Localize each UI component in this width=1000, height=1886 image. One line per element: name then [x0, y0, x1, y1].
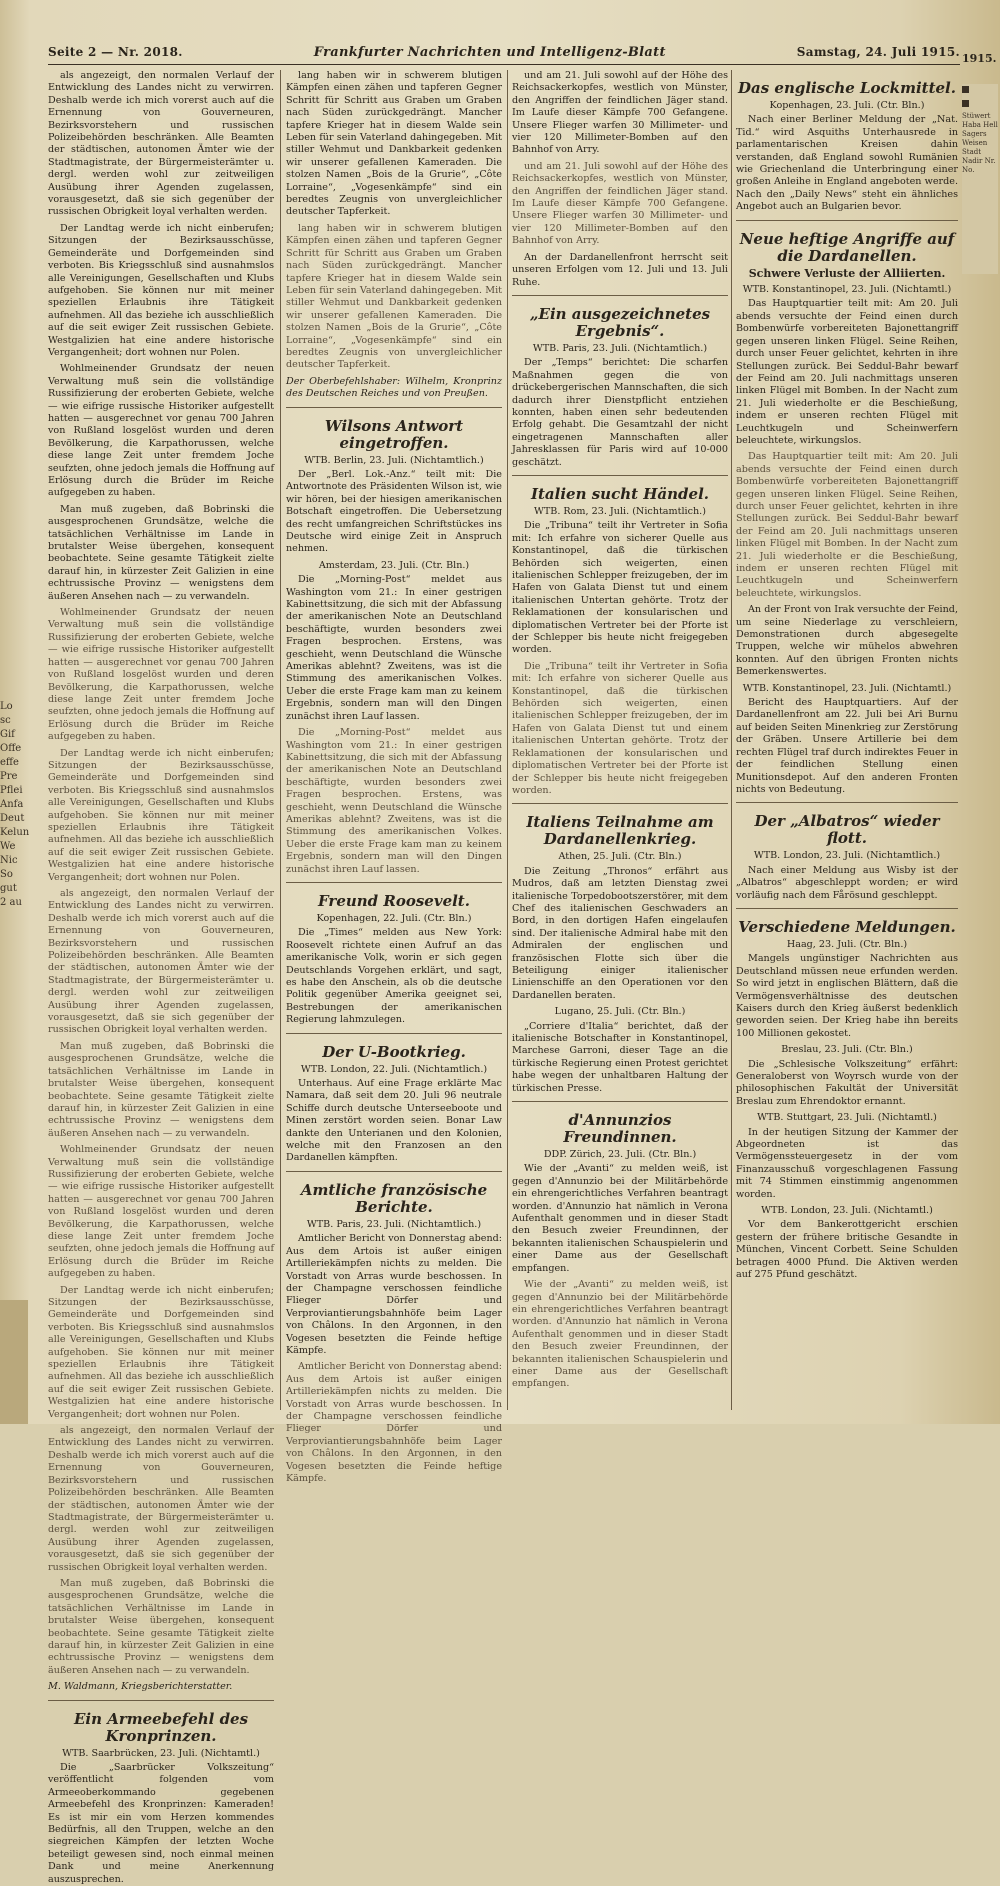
article-paragraph: Die „Morning-Post“ meldet aus Washington vom 21.: In einer gestrigen Kabinettsitzung, die sich mit der Abfassung der amerikanischen Note an Deutschland beschäftigte, wurden besonders zwei Fragen besprochen. Erstens, was geschieht, wenn Deutschland die Wünsche Amerikas ablehnt? Zweitens, was ist die Stimmung des amerikanischen Volkes. Ueber die erste Frage kam man zu keinem Ergebnis, sondern man will den Dingen zunächst ihren Lauf lassen. [286, 574, 502, 722]
article-paragraph: Der Landtag werde ich nicht einberufen; Sitzungen der Bezirksausschüsse, Gemeinderäte und Dorfgemeinden sind verboten. Bis Kriegsschluß sind ausnahmslos alle Vereinigungen, Gesellschaften und Klubs aufgehoben. Sie können nur mit meiner speziellen Erlaubnis ihre Tätigkeit aufnehmen. All das beziehe ich ausschließlich auf die seit ewiger Zeit russischen Gebiete. Westgalizien hat eine andere historische Vergangenheit; dort wohnen nur Polen. [48, 747, 274, 883]
article-paragraph: Die „Tribuna“ teilt ihr Vertreter in Sofia mit: Ich erfahre von sicherer Quelle aus Konstantinopel, daß die türkischen Behörden sich weigerten, einen italienischen Schlepper freizugeben, der im Hafen von Galata Dienst tut und einem italienischen Untertan gehörte. Trotz der Reklamationen der konsularischen und diplomatischen Vertreter bei der Pforte ist der Schlepper bis heute nicht freigegeben worden. [512, 660, 728, 796]
dateline: WTB. Paris, 23. Juli. (Nichtamtlich.) [306, 1218, 482, 1230]
headline-franzoesische-berichte: Amtliche französische Berichte. [300, 1180, 488, 1216]
article-paragraph: „Corriere d'Italia“ berichtet, daß der italienische Botschafter in Konstantinopel, Marchese Garroni, dieser Tage an die türkische Regierung einen Protest gerichtet habe wegen der unhaltbaren Haltung der türkischen Presse. [512, 1020, 728, 1094]
page-edge-shadow [0, 1300, 28, 1424]
article-paragraph: An der Dardanellenfront herrscht seit unseren Erfolgen vom 12. Juli und 13. Juli Ruhe. [512, 251, 728, 288]
article-separator [286, 1171, 502, 1172]
column-2 [286, 70, 502, 1484]
article-paragraph: lang haben wir in schwerem blutigen Kämpfen einen zähen und tapferen Gegner Schritt für Schritt aus Graben um Graben nach Süden zurückgedrängt. Mancher tapfere Krieger hat in diesem Walde sein Leben für sein Vaterland dahingegeben. Mit stiller Wehmut und Dankbarkeit gedenken wir unserer gefallenen Kameraden. Die stolzen Namen „Bois de la Grurie“, „Côte Lorraine“, „Vogesenkämpfe“ sind ein beredtes Zeugnis von unvergleichlicher deutscher Tapferkeit. [286, 222, 502, 371]
article-paragraph: Vor dem Bankerottgericht erschien gestern der frühere britische Gesandte in München, Vincent Corbett. Seine Schulden betragen 4000 Pfund. Die Aktiven werden auf 275 Pfund geschätzt. [736, 1219, 958, 1281]
article-separator [512, 803, 728, 804]
article-paragraph: und am 21. Juli sowohl auf der Höhe des Reichsackerkopfes, westlich von Münster, den Angriffen der feindlichen Jäger stand. Im Laufe dieser Kämpfe 700 Gefangene. Unsere Flieger warfen 30 Millimeter- und vier 120 Millimeter-Bomben auf den Bahnhof von Arry. [512, 70, 728, 156]
article-paragraph: Die „Morning-Post“ meldet aus Washington vom 21.: In einer gestrigen Kabinettsitzung, die sich mit der Abfassung der amerikanischen Note an Deutschland beschäftigte, wurden besonders zwei Fragen besprochen. Erstens, was geschieht, wenn Deutschland die Wünsche Amerikas ablehnt? Zweitens, was ist die Stimmung des amerikanischen Volkes. Ueber die erste Frage kam man zu keinem Ergebnis, sondern man will den Dingen zunächst ihren Lauf lassen. [286, 727, 502, 875]
article-paragraph: Wohlmeinender Grundsatz der neuen Verwaltung muß sein die vollständige Russifizierung der eroberten Gebiete, welche — wie eifrige russische Historiker aufgestellt hatten — ausgerechnet vor genau 700 Jahren von Rußland losgelöst wurden und deren Bevölkerung, die Karpathorussen, welche diese lange Zeit unter fremdem Joche seufzten, ohne jedoch jemals die Hoffnung auf Erlösung durch die Brüder im Reiche aufgegeben zu haben. [48, 1144, 274, 1280]
column-rule [280, 70, 281, 1410]
article-paragraph: Unterhaus. Auf eine Frage erklärte Mac Namara, daß seit dem 20. Juli 96 neutrale Schiffe durch deutsche Unterseeboote und Minen zerstört worden seien. Bonar Law dankte den Unterianen und den Kolonien, welche mit den Franzosen an den Dardanellen kämpften. [286, 1078, 502, 1164]
article-signature: M. Waldmann, Kriegsberichterstatter. [48, 1681, 233, 1693]
headline-armeebefehl: Ein Armeebefehl des Kronprinzen. [73, 1709, 249, 1745]
article-paragraph: Amtlicher Bericht von Donnerstag abend: Aus dem Artois ist außer einigen Artilleriekämpfen nichts zu melden. Die Vorstadt von Arras wurde beschossen. In der Champagne verschossen feindliche Flieger Dörfer und Verproviantierungsbahnhöfe beim Lager von Châlons. In den Argonnen, in den Vogesen besetzten die Feinde heftige Kämpfe. [286, 1233, 502, 1356]
dateline: WTB. London, 23. Juli. (Nichtamtl.) [761, 1205, 933, 1217]
article-signature: Der Oberbefehlshaber: Wilhelm, Kronprinz des Deutschen Reiches und von Preußen. [286, 375, 502, 400]
article-paragraph: Man muß zugeben, daß Bobrinski die ausgesprochenen Grundsätze, welche die tatsächlichen Verhältnisse im Lande in brutalster Weise übergehen, konsequent beobachtete. Seine gesamte Tätigkeit zielte darauf hin, in kürzester Zeit Galizien in eine echtrussische Provinz — wenigstens dem äußeren Ansehen nach — zu verwandeln. [48, 1577, 274, 1676]
clipping-mark-icon [962, 86, 969, 93]
headline-roosevelt: Freund Roosevelt. [318, 891, 470, 910]
headline-albatros: Der „Albatros“ wieder flott. [754, 812, 940, 848]
article-separator [48, 1700, 274, 1701]
article-paragraph: und am 21. Juli sowohl auf der Höhe des Reichsackerkopfes, westlich von Münster, den Angriffen der feindlichen Jäger stand. Im Laufe dieser Kämpfe 700 Gefangene. Unsere Flieger warfen 30 Millimeter- und vier 120 Millimeter-Bomben auf den Bahnhof von Arry. [512, 160, 728, 247]
article-separator [286, 1033, 502, 1034]
dateline: WTB. Konstantinopel, 23. Juli. (Nichtamtl.) [742, 682, 952, 694]
headline-lockmittel: Das englische Lockmittel. [738, 79, 956, 97]
clipping-text: Stüwert Haba Hell Sagers Weisen Stadt Nadir Nr. No. [962, 112, 998, 174]
article-paragraph: Das Hauptquartier teilt mit: Am 20. Juli abends versuchte der Feind einen durch Bombenwürfe vorbereiteten Bajonettangriff gegen unseren linken Flügel. Seine Reihen, durch unser Feuer gelichtet, kehrten in ihre Stellungen zurück. Bei Seddul-Bahr bewarf der Feind am 20. Juli nachmittags unseren linken Flügel mit Bomben. In der Nacht zum 21. Juli wiederholte er die Beschießung, indem er unseren rechten Flügel mit Leuchtkugeln und Scheinwerfern beleuchtete, wirkungslos. [736, 451, 958, 599]
column-rule [731, 70, 732, 1410]
page-header [48, 40, 960, 65]
headline-uboot: Der U-Bootkrieg. [322, 1042, 466, 1061]
header-page-number: Seite 2 — Nr. 2018. [48, 45, 183, 59]
dateline: WTB. London, 23. Juli. (Nichtamtlich.) [753, 850, 941, 862]
article-separator [512, 295, 728, 296]
column-4 [736, 70, 958, 1410]
article-paragraph: Amtlicher Bericht von Donnerstag abend: Aus dem Artois ist außer einigen Artilleriekämpfen nichts zu melden. Die Vorstadt von Arras wurde beschossen. In der Champagne verschossen feindliche Flieger Dörfer und Verproviantierungsbahnhöfe beim Lager von Châlons. In den Argonnen, in den Vogesen besetzten die Feinde heftige Kämpfe. [286, 1361, 502, 1484]
article-paragraph: Die „Tribuna“ teilt ihr Vertreter in Sofia mit: Ich erfahre von sicherer Quelle aus Konstantinopel, daß die türkischen Behörden sich weigerten, einen italienischen Schlepper freizugeben, der im Hafen von Galata Dienst tut und einem italienischen Untertan gehörte. Trotz der Reklamationen der konsularischen und diplomatischen Vertreter bei der Pforte ist der Schlepper bis heute nicht freigegeben worden. [512, 520, 728, 656]
dateline: WTB. London, 22. Juli. (Nichtamtlich.) [300, 1063, 488, 1075]
article-separator [286, 407, 502, 408]
article-paragraph: als angezeigt, den normalen Verlauf der Entwicklung des Landes nicht zu verwirren. Deshalb werde ich mich vorerst auch auf die Ernennung von Gouverneuren, Bezirksvorstehern und russischen Polizeibehörden beschränken. Alle Beamten der städtischen, autonomen Ämter wie der Stadtmagistrate, der Bürgermeisterämter u. dergl. werden wohl zur zeitweiligen Ausübung ihrer Agenden zugelassen, vorausgesetzt, daß sie sich gegenüber der russischen Obrigkeit loyal verhalten werden. [48, 1425, 274, 1573]
article-paragraph: Der „Berl. Lok.-Anz.“ teilt mit: Die Antwortnote des Präsidenten Wilson ist, wie wir hören, bei der hiesigen amerikanischen Botschaft eingetroffen. Die Uebersetzung des recht umfangreichen Schriftstückes ins Deutsche wird einige Zeit in Anspruch nehmen. [286, 468, 502, 555]
dateline: WTB. Paris, 23. Juli. (Nichtamtlich.) [532, 342, 708, 354]
dateline: WTB. Stuttgart, 23. Juli. (Nichtamtl.) [757, 1112, 937, 1124]
adjacent-page-strip: Lo sc Gif Offe effe Pre Pflei Anfa Deut Kelun We Nic So gut 2 au [0, 701, 30, 908]
article-paragraph: Der „Temps“ berichtet: Die scharfen Maßnahmen gegen die von drückebergerischen Mannschaften, die sich dadurch ihrer Dienstpflicht entziehen konnten, haben einen sehr bedeutenden Erfolg gehabt. Die Gesamtzahl der nicht eingetragenen Mannschaften aller Jahresklassen für Paris wird auf 10-000 geschätzt. [512, 357, 728, 468]
article-paragraph: Man muß zugeben, daß Bobrinski die ausgesprochenen Grundsätze, welche die tatsächlichen Verhältnisse im Lande in brutalster Weise übergehen, konsequent beobachtete. Seine gesamte Tätigkeit zielte darauf hin, in kürzester Zeit Galizien in eine echtrussische Provinz — wenigstens dem äußeren Ansehen nach — zu verwandeln. [48, 1040, 274, 1139]
dateline: WTB. Konstantinopel, 23. Juli. (Nichtamtl.) [742, 284, 952, 296]
headline-wilson: Wilsons Antwort eingetroffen. [324, 416, 464, 452]
article-paragraph: Bericht des Hauptquartiers. Auf der Dardanellenfront am 22. Juli bei Ari Burnu auf beiden Seiten Minenkrieg zur Zerstörung der Gräben. Unsere Artillerie bei dem rechten Flügel traf durch indirektes Feuer in der feindlichen Stellung einen Munitionsdepot. Auf den anderen Fronten nichts von Bedeutung. [736, 697, 958, 795]
article-separator [736, 908, 958, 909]
subheadline-verluste: Schwere Verluste der Alliierten. [748, 266, 946, 280]
article-paragraph: Der Landtag werde ich nicht einberufen; Sitzungen der Bezirksausschüsse, Gemeinderäte und Dorfgemeinden sind verboten. Bis Kriegsschluß sind ausnahmslos alle Vereinigungen, Gesellschaften und Klubs aufgehoben. Sie können nur mit meiner speziellen Erlaubnis ihre Tätigkeit aufnehmen. All das beziehe ich ausschließlich auf die seit ewiger Zeit russischen Gebiete. Westgalizien hat eine andere historische Vergangenheit; dort wohnen nur Polen. [48, 222, 274, 358]
pasted-clipping [962, 84, 998, 274]
headline-italien-haendel: Italien sucht Händel. [530, 484, 710, 503]
article-paragraph: Die „Saarbrücker Volkszeitung“ veröffentlicht folgenden vom Armeeoberkommando gegebenen Armeebefehl des Kronprinzen: Kameraden! Es ist mir ein vom Herzen kommendes Bedürfnis, all den Truppen, welche an den siegreichen Kämpfen der letzten Woche beteiligt gewesen sind, noch einmal meinen Dank und meine Anerkennung auszusprechen. [48, 1762, 274, 1885]
headline-ergebnis: „Ein ausgezeichnetes Ergebnis“. [529, 304, 711, 340]
article-paragraph: als angezeigt, den normalen Verlauf der Entwicklung des Landes nicht zu verwirren. Deshalb werde ich mich vorerst auch auf die Ernennung von Gouverneuren, Bezirksvorstehern und russischen Polizeibehörden beschränken. Alle Beamten der städtischen, autonomen Ämter wie der Stadtmagistrate, der Bürgermeisterämter u. dergl. werden wohl zur zeitweiligen Ausübung ihrer Agenden zugelassen, vorausgesetzt, daß sie sich gegenüber der russischen Obrigkeit loyal verhalten werden. [48, 888, 274, 1036]
article-paragraph: Die „Times“ melden aus New York: Roosevelt richtete einen Aufruf an das amerikanische Volk, worin er sich gegen Deutschlands Vorgehen erklärt, und sagt, es habe den Anschein, als ob die deutsche Politik gegenüber Amerika geeignet sei, Bestrebungen der amerikanischen Regierung lahmzulegen. [286, 927, 502, 1026]
article-paragraph: Mangels ungünstiger Nachrichten aus Deutschland müssen neue erfunden werden. So wird jetzt in englischen Blättern, daß die Vermögensverhältnisse des deutschen Kaisers durch den Krieg äußerst bedenklich geworden seien. Der Krieg habe ihn bereits 100 Millionen gekostet. [736, 953, 958, 1039]
article-paragraph: Nach einer Berliner Meldung der „Nat. Tid.“ wird Asquiths Unterhausrede in parlamentarischen Kreisen dahin verstanden, daß England sowohl Rumänien wie Griechenland die Unterbringung einer großen Anleihe in England angeboten werde. Nach den „Daily News“ steht ein ähnliches Angebot auch an Bulgarien bevor. [736, 114, 958, 213]
headline-italien-teilnahme: Italiens Teilnahme am Dardanellenkrieg. [526, 813, 714, 849]
corner-year-mark: 1915. [962, 52, 997, 65]
article-paragraph: Nach einer Meldung aus Wisby ist der „Albatros“ abgeschleppt worden; er wird vorläufig nach dem Fårösund geschleppt. [736, 864, 958, 901]
headline-dardanellen-angriffe: Neue heftige Angriffe auf die Dardanellen. [739, 229, 955, 265]
dateline: Athen, 25. Juli. (Ctr. Bln.) [558, 851, 682, 863]
dateline: Kopenhagen, 22. Juli. (Ctr. Bln.) [316, 912, 472, 924]
article-paragraph: Die Zeitung „Thronos“ erfährt aus Mudros, daß am letzten Dienstag zwei italienische Torpedobootszerstörer, mit dem Chef des italienischen Geschwaders an Bord, in den dortigen Hafen eingelaufen sind. Der italienische Admiral habe mit den Admiralen der englischen und französischen Flotte sich über die Beteiligung einiger italienischer Linienschiffe an den Operationen vor den Dardanellen beraten. [512, 865, 728, 1001]
article-paragraph: lang haben wir in schwerem blutigen Kämpfen einen zähen und tapferen Gegner Schritt für Schritt aus Graben um Graben nach Süden zurückgedrängt. Mancher tapfere Krieger hat in diesem Walde sein Leben für sein Vaterland dahingegeben. Mit stiller Wehmut und Dankbarkeit gedenken wir unserer gefallenen Kameraden. Die stolzen Namen „Bois de la Grurie“, „Côte Lorraine“, „Vogesenkämpfe“ sind ein beredtes Zeugnis von unvergleichlicher deutscher Tapferkeit. [286, 70, 502, 218]
column-3 [512, 70, 728, 1410]
article-paragraph: Wie der „Avanti“ zu melden weiß, ist gegen d'Annunzio bei der Militärbehörde ein ehrengerichtliches Verfahren beantragt worden. d'Annunzio hat nämlich in Verona Aufenthalt genommen und in dieser Stadt den Besuch zweier Freundinnen, der bekannten italienischen Schauspielerin und einer Dame aus der Gesellschaft empfangen. [512, 1163, 728, 1274]
dateline: Kopenhagen, 23. Juli. (Ctr. Bln.) [769, 100, 925, 111]
article-paragraph: Das Hauptquartier teilt mit: Am 20. Juli abends versuchte der Feind einen durch Bombenwürfe vorbereiteten Bajonettangriff gegen unseren linken Flügel. Seine Reihen, durch unser Feuer gelichtet, kehrten in ihre Stellungen zurück. Bei Seddul-Bahr bewarf der Feind am 20. Juli nachmittags unseren linken Flügel mit Bomben. In der Nacht zum 21. Juli wiederholte er die Beschießung, indem er unseren rechten Flügel mit Leuchtkugeln und Scheinwerfern beleuchtete, wirkungslos. [736, 298, 958, 446]
headline-verschiedene-meldungen: Verschiedene Meldungen. [738, 917, 956, 936]
clipping-mark-icon [962, 100, 969, 107]
column-1 [48, 70, 274, 1885]
article-paragraph: Der Landtag werde ich nicht einberufen; Sitzungen der Bezirksausschüsse, Gemeinderäte und Dorfgemeinden sind verboten. Bis Kriegsschluß sind ausnahmslos alle Vereinigungen, Gesellschaften und Klubs aufgehoben. Sie können nur mit meiner speziellen Erlaubnis ihre Tätigkeit aufnehmen. All das beziehe ich ausschließlich auf die seit ewiger Zeit russischen Gebiete. Westgalizien hat eine andere historische Vergangenheit; dort wohnen nur Polen. [48, 1284, 274, 1420]
dateline: DDP. Zürich, 23. Juli. (Ctr. Bln.) [543, 1149, 697, 1161]
dateline: WTB. Berlin, 23. Juli. (Nichtamtlich.) [304, 454, 484, 466]
article-separator [286, 882, 502, 883]
dateline: Amsterdam, 23. Juli. (Ctr. Bln.) [318, 559, 470, 571]
dateline: Breslau, 23. Juli. (Ctr. Bln.) [781, 1044, 913, 1056]
headline-dannunzio: d'Annunzios Freundinnen. [563, 1111, 677, 1147]
article-paragraph: Wohlmeinender Grundsatz der neuen Verwaltung muß sein die vollständige Russifizierung der eroberten Gebiete, welche — wie eifrige russische Historiker aufgestellt hatten — ausgerechnet vor genau 700 Jahren von Rußland losgelöst wurden und deren Bevölkerung, die Karpathorussen, welche diese lange Zeit unter fremdem Joche seufzten, ohne jedoch jemals die Hoffnung auf Erlösung durch die Brüder im Reiche aufgegeben zu haben. [48, 607, 274, 743]
article-paragraph: Die „Schlesische Volkszeitung“ erfährt: Generaloberst von Woyrsch wurde von der philosophischen Fakultät der Universität Breslau zum Ehrendoktor ernannt. [736, 1058, 958, 1107]
article-separator [512, 475, 728, 476]
article-paragraph: als angezeigt, den normalen Verlauf der Entwicklung des Landes nicht zu verwirren. Deshalb werde ich mich vorerst auch auf die Ernennung von Gouverneuren, Bezirksvorstehern und russischen Polizeibehörden beschränken. Alle Beamten der städtischen, autonomen Ämter wie der Stadtmagistrate, der Bürgermeisterämter u. dergl. werden wohl zur zeitweiligen Ausübung ihrer Agenden zugelassen, vorausgesetzt, daß sie sich gegenüber der russischen Obrigkeit loyal verhalten werden. [48, 70, 274, 218]
dateline: WTB. Rom, 23. Juli. (Nichtamtlich.) [534, 505, 706, 517]
dateline: WTB. Saarbrücken, 23. Juli. (Nichtamtl.) [62, 1747, 260, 1759]
article-separator [736, 220, 958, 221]
article-separator [512, 1101, 728, 1102]
masthead-title: Frankfurter Nachrichten und Intelligenz-Blatt [313, 44, 666, 60]
dateline: Haag, 23. Juli. (Ctr. Bln.) [786, 938, 908, 950]
column-rule [507, 70, 508, 1410]
article-paragraph: An der Front von Irak versuchte der Feind, um seine Niederlage zu verschleiern, Demonstrationen durch abgesegelte Truppen, welche wir mühelos abwehren konnten. Auf den übrigen Fronten nichts Bemerkenswertes. [736, 604, 958, 678]
header-date: Samstag, 24. Juli 1915. [796, 45, 960, 59]
article-separator [736, 802, 958, 803]
article-paragraph: Wie der „Avanti“ zu melden weiß, ist gegen d'Annunzio bei der Militärbehörde ein ehrengerichtliches Verfahren beantragt worden. d'Annunzio hat nämlich in Verona Aufenthalt genommen und in dieser Stadt den Besuch zweier Freundinnen, der bekannten italienischen Schauspielerin und einer Dame aus der Gesellschaft empfangen. [512, 1279, 728, 1390]
article-paragraph: Wohlmeinender Grundsatz der neuen Verwaltung muß sein die vollständige Russifizierung der eroberten Gebiete, welche — wie eifrige russische Historiker aufgestellt hatten — ausgerechnet vor genau 700 Jahren von Rußland losgelöst wurden und deren Bevölkerung, die Karpathorussen, welche diese lange Zeit unter fremdem Joche seufzten, ohne jedoch jemals die Hoffnung auf Erlösung durch die Brüder im Reiche aufgegeben zu haben. [48, 363, 274, 499]
dateline: Lugano, 25. Juli. (Ctr. Bln.) [554, 1006, 686, 1018]
article-paragraph: Man muß zugeben, daß Bobrinski die ausgesprochenen Grundsätze, welche die tatsächlichen Verhältnisse im Lande in brutalster Weise übergehen, konsequent beobachtete. Seine gesamte Tätigkeit zielte darauf hin, in kürzester Zeit Galizien in eine echtrussische Provinz — wenigstens dem äußeren Ansehen nach — zu verwandeln. [48, 503, 274, 602]
article-paragraph: In der heutigen Sitzung der Kammer der Abgeordneten ist das Vermögenssteuergesetz in der vom Finanzausschuß vorgeschlagenen Fassung mit 74 Stimmen einstimmig angenommen worden. [736, 1126, 958, 1200]
